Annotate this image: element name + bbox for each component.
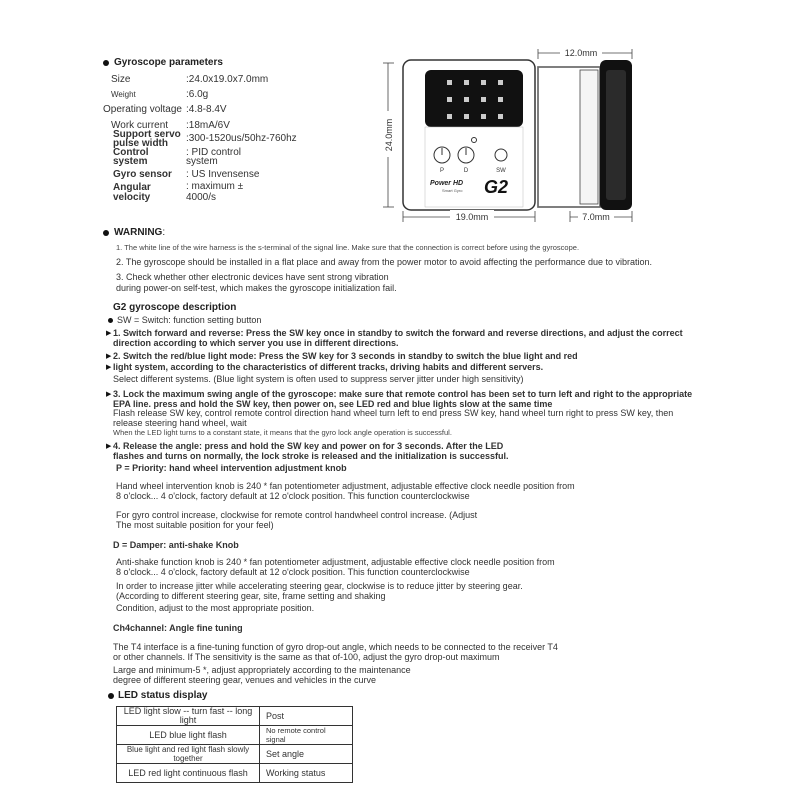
dim-top-label: 12.0mm xyxy=(564,48,598,58)
dim-left-label: 24.0mm xyxy=(384,118,394,152)
desc-line-9: release steering hand wheel, wait xyxy=(113,418,247,428)
led-status-cell: Set angle xyxy=(260,745,353,764)
param-value-current: :18mA/6V xyxy=(186,120,230,131)
led-light-cell: LED red light continuous flash xyxy=(117,764,260,783)
param-value-control: : PID control system xyxy=(186,147,242,167)
bullet-icon xyxy=(103,60,109,66)
priority-line-1: Hand wheel intervention knob is 240 * fan potentiometer adjustment, adjustable effective clock needle position from xyxy=(116,481,575,491)
desc-line-6: 3. Lock the maximum swing angle of the gyroscope: make sure that remote control has been set to turn left and right to the appropriate xyxy=(113,389,693,399)
led-status-cell: Post xyxy=(260,707,353,726)
ch4-line-4: degree of different steering gear, venues and vehicles in the curve xyxy=(113,675,377,685)
param-value-size: :24.0x19.0x7.0mm xyxy=(186,74,269,85)
damper-line-2: 8 o'clock... 4 o'clock, factory default at 12 o'clock position. This function counterclockwise xyxy=(116,567,470,577)
damper-title: D = Damper: anti-shake Knob xyxy=(113,540,239,550)
desc-line-12: flashes and turns on normally, the lock stroke is released and the initialization is successful. xyxy=(113,451,509,461)
sw-line: SW = Switch: function setting button xyxy=(117,315,262,325)
led-status-cell: No remote control signal xyxy=(260,726,353,745)
desc-line-11: 4. Release the angle: press and hold the SW key and power on for 3 seconds. After the LED xyxy=(113,441,504,451)
desc-line-8: Flash release SW key, control remote control direction hand wheel turn left to end press SW key, hand wheel turn right to press SW key, then xyxy=(113,408,674,418)
warning-title-wrap xyxy=(114,227,165,238)
dim-bottom-left-label: 19.0mm xyxy=(455,212,489,222)
param-value-pulse: :300-1520us/50hz-760hz xyxy=(186,133,297,144)
warning-colon: : xyxy=(162,227,166,238)
led-light-cell: LED light slow -- turn fast -- long light xyxy=(117,707,260,726)
desc-line-10: When the LED light turns to a constant state, it means that the gyro lock angle operation is successful. xyxy=(113,428,452,437)
led-light-cell: Blue light and red light flash slowly together xyxy=(117,745,260,764)
desc-line-7: EPA line. press and hold the SW key, then power on, see LED red and blue lights slow at the same time xyxy=(113,399,553,409)
priority-title: P = Priority: hand wheel intervention adjustment knob xyxy=(116,463,347,473)
param-label-pulse: Support servo pulse width xyxy=(113,129,181,149)
led-panel xyxy=(425,70,523,127)
warning-item-3a: 3. Check whether other electronic devices have sent strong vibration xyxy=(116,272,389,282)
sw-button-icon xyxy=(495,149,507,161)
bullet-icon xyxy=(103,230,109,236)
gyro-diagram xyxy=(370,45,640,225)
warning-item-3b: during power-on self-test, which makes the gyroscope initialization fail. xyxy=(116,283,397,293)
dim-bottom-right-label: 7.0mm xyxy=(582,212,610,222)
led-status-cell: Working status xyxy=(260,764,353,783)
brand-label: Power HD xyxy=(430,180,464,187)
arrow-icon: ▶ xyxy=(106,330,112,337)
param-label-sensor: Gyro sensor xyxy=(113,169,172,180)
warning-title: WARNING xyxy=(114,227,163,238)
param-label-voltage: Operating voltage xyxy=(103,104,182,115)
param-label-size: Size xyxy=(111,74,131,85)
damper-line-1: Anti-shake function knob is 240 * fan potentiometer adjustment, adjustable effective clock needle position from xyxy=(116,557,555,567)
warning-item-1: 1. The white line of the wire harness is the s-terminal of the signal line. Make sure that the connection is correct before using the gyroscope. xyxy=(116,243,580,252)
brand-sub-label: Smart Gyro xyxy=(442,188,463,193)
gyro-params-title: Gyroscope parameters xyxy=(114,57,223,68)
ch4-title: Ch4channel: Angle fine tuning xyxy=(113,623,243,633)
priority-line-4: The most suitable position for your feel) xyxy=(116,520,274,530)
desc-line-4: light system, according to the characteristics of different tracks, driving habits and different servers. xyxy=(113,362,544,372)
model-logo: G2 xyxy=(484,177,509,197)
desc-title: G2 gyroscope description xyxy=(113,302,237,313)
damper-line-4: (According to different steering gear, site, frame setting and shaking xyxy=(116,591,386,601)
warning-item-2: 2. The gyroscope should be installed in a flat place and away from the power motor to avoid affecting the performance due to vibration. xyxy=(116,257,652,267)
led-status-table xyxy=(116,706,353,783)
desc-line-3: 2. Switch the red/blue light mode: Press the SW key for 3 seconds in standby to switch the blue light and red xyxy=(113,351,578,361)
param-value-sensor: : US Invensense xyxy=(186,169,260,180)
knob-p-label: P xyxy=(439,168,445,174)
sw-button-label: SW xyxy=(496,168,506,174)
arrow-icon: ▶ xyxy=(106,353,112,360)
ch4-line-3: Large and minimum-5 *, adjust appropriately according to the maintenance xyxy=(113,665,411,675)
gyro-body xyxy=(425,127,523,207)
table-row xyxy=(117,764,353,783)
desc-line-2: direction according to which server you use in different directions. xyxy=(113,338,399,348)
arrow-icon: ▶ xyxy=(106,391,112,398)
table-row xyxy=(117,745,353,764)
param-label-weight: Weight xyxy=(111,90,136,99)
arrow-icon: ▶ xyxy=(106,443,112,450)
priority-line-3: For gyro control increase, clockwise for remote control handwheel control increase. (Adjust xyxy=(116,510,478,520)
desc-line-5: Select different systems. (Blue light system is often used to suppress server jitter under high sensitivity) xyxy=(113,374,524,384)
arrow-icon: ▶ xyxy=(106,364,112,371)
led-light-cell: LED blue light flash xyxy=(117,726,260,745)
param-label-angular: Angular velocity xyxy=(113,182,151,203)
bullet-icon xyxy=(108,318,113,323)
param-label-control: Control system xyxy=(113,147,149,167)
param-value-voltage: :4.8-8.4V xyxy=(186,104,227,115)
ch4-line-2: or other channels. If The sensitivity is the same as that of-100, adjust the gyro drop-out maximum xyxy=(113,652,500,662)
table-row xyxy=(117,726,353,745)
param-label-current: Work current xyxy=(111,120,169,131)
table-row xyxy=(117,707,353,726)
knob-d-label: D xyxy=(463,168,469,174)
damper-line-5: Condition, adjust to the most appropriate position. xyxy=(116,603,315,613)
param-value-angular: : maximum ± 4000/s xyxy=(186,181,244,203)
led-title: LED status display xyxy=(118,690,208,701)
param-value-weight: :6.0g xyxy=(186,89,209,100)
ch4-line-1: The T4 interface is a fine-tuning function of gyro drop-out angle, which needs to be connected to the receiver T4 xyxy=(113,642,558,652)
desc-line-1: 1. Switch forward and reverse: Press the SW key once in standby to switch the forward and reverse directions, and adjust the correct xyxy=(113,328,683,338)
bullet-icon xyxy=(108,693,114,699)
damper-line-3: In order to increase jitter while accelerating steering gear, clockwise is to reduce jitter by steering gear. xyxy=(116,581,523,591)
priority-line-2: 8 o'clock... 4 o'clock, factory default at 12 o'clock position. This function counterclockwise xyxy=(116,491,470,501)
